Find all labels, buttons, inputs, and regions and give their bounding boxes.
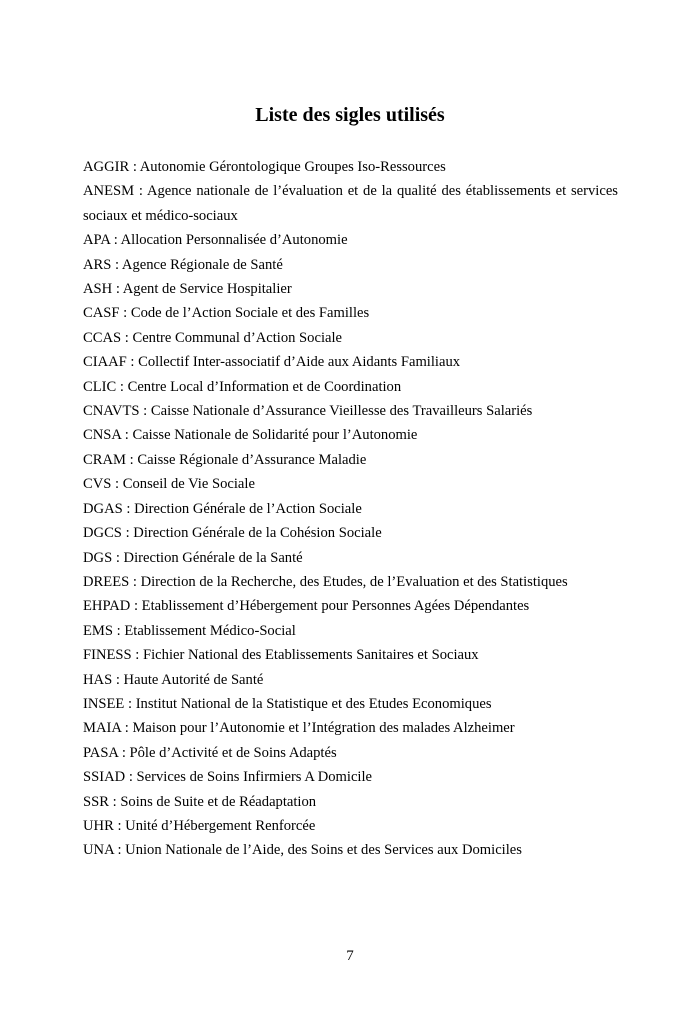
acronym-item-apa: APA : Allocation Personnalisée d’Autonomie — [83, 232, 348, 249]
acronym-item-casf: CASF : Code de l’Action Sociale et des Familles — [83, 305, 370, 322]
acronym-item-dgas: DGAS : Direction Générale de l’Action Sociale — [83, 500, 362, 517]
acronym-item-una: UNA : Union Nationale de l’Aide, des Soins et des Services aux Domiciles — [83, 842, 522, 859]
acronym-item-finess: FINESS : Fichier National des Etablissements Sanitaires et Sociaux — [83, 647, 479, 664]
acronym-item-ash: ASH : Agent de Service Hospitalier — [83, 281, 292, 298]
acronym-item-cvs: CVS : Conseil de Vie Sociale — [83, 476, 255, 493]
acronym-item-pasa: PASA : Pôle d’Activité et de Soins Adaptés — [83, 744, 337, 761]
acronym-item-drees: DREES : Direction de la Recherche, des Etudes, de l’Evaluation et des Statistiques — [83, 573, 568, 590]
acronym-item-cnsa: CNSA : Caisse Nationale de Solidarité pour l’Autonomie — [83, 427, 418, 444]
acronym-item-maia: MAIA : Maison pour l’Autonomie et l’Intégration des malades Alzheimer — [83, 720, 515, 737]
acronym-list — [83, 155, 618, 863]
acronym-item-anesm-line2: sociaux et médico-sociaux — [83, 207, 238, 224]
acronym-item-ems: EMS : Etablissement Médico-Social — [83, 622, 296, 639]
acronym-item-ars: ARS : Agence Régionale de Santé — [83, 256, 283, 273]
acronym-item-ssiad: SSIAD : Services de Soins Infirmiers A Domicile — [83, 769, 373, 786]
acronym-item-cnavts: CNAVTS : Caisse Nationale d’Assurance Vieillesse des Travailleurs Salariés — [83, 403, 533, 420]
acronym-item-anesm — [83, 179, 618, 228]
acronym-item-aggir: AGGIR : Autonomie Gérontologique Groupes Iso-Ressources — [83, 159, 446, 175]
acronym-item-ciaaf: CIAAF : Collectif Inter-associatif d’Aide aux Aidants Familiaux — [83, 354, 461, 371]
acronym-item-ssr: SSR : Soins de Suite et de Réadaptation — [83, 793, 317, 810]
acronym-item-has: HAS : Haute Autorité de Santé — [83, 671, 264, 688]
acronym-item-ccas: CCAS : Centre Communal d’Action Sociale — [83, 329, 343, 346]
acronym-item-uhr: UHR : Unité d’Hébergement Renforcée — [83, 817, 316, 834]
acronym-item-clic: CLIC : Centre Local d’Information et de Coordination — [83, 378, 402, 395]
page-number: 7 — [346, 948, 354, 964]
acronym-item-dgcs: DGCS : Direction Générale de la Cohésion Sociale — [83, 525, 382, 542]
acronym-item-cram: CRAM : Caisse Régionale d’Assurance Maladie — [83, 451, 367, 468]
acronym-item-insee: INSEE : Institut National de la Statistique et des Etudes Economiques — [83, 695, 492, 712]
acronym-item-ehpad: EHPAD : Etablissement d’Hébergement pour Personnes Agées Dépendantes — [83, 598, 530, 615]
acronym-item-dgs: DGS : Direction Générale de la Santé — [83, 549, 303, 566]
page-title: Liste des sigles utilisés — [255, 104, 445, 126]
acronym-item-anesm-line1: ANESM : Agence nationale de l’évaluation et de la qualité des établissements et services — [83, 183, 618, 200]
